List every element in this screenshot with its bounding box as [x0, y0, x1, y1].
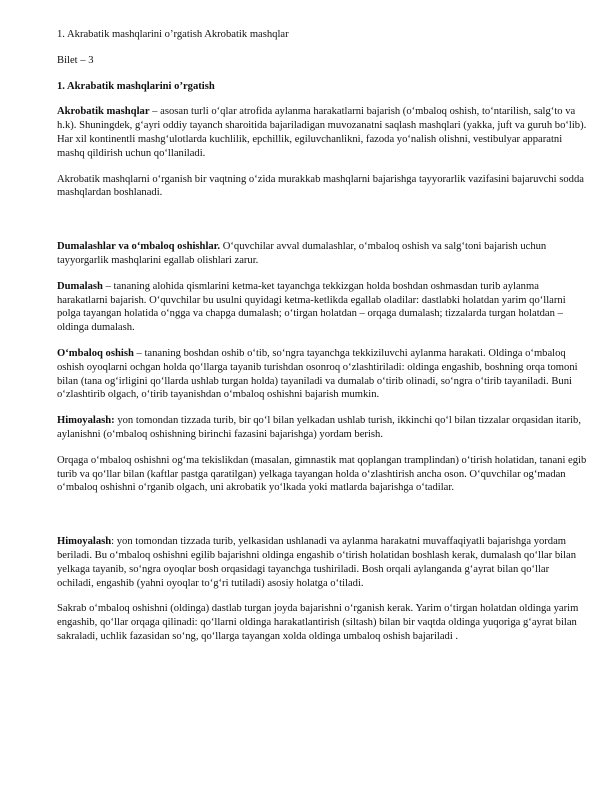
term-dumalashlar: Dumalashlar va o‘mbaloq oshishlar.	[57, 241, 221, 253]
section-heading: 1. Akrabatik mashqlarini o’rgatish	[57, 80, 215, 92]
document-body	[57, 28, 587, 656]
term-dumalash: Dumalash	[57, 280, 103, 292]
paragraph-orqaga-ombaloq: Orqaga o‘mbaloq oshishni og‘ma tekislikdan (masalan, gimnastik mat qoplangan tramplindan) o‘tirish holatidan, tanani egib turib va qo‘llar bilan (kaftlar pastga qaratilgan) yelkaga tayangan holda o‘zlashtirish ancha oson. O‘quvchilar og‘madan o‘mbaloq oshishni o‘rganib olgach, uni akrobatik yo‘lkada yoki matlarda bajarishga o‘tadilar.	[57, 454, 587, 494]
document-header-line: 1. Akrabatik mashqlarini o’rgatish Akrobatik mashqlar	[57, 29, 289, 40]
paragraph-text: O‘quvchilar avval dumalashlar, o‘mbaloq oshish va salg‘toni bajarish uchun tayyorgarlik mashqlarini egallab olishlari zarur.	[57, 241, 547, 266]
paragraph-text: – tananing alohida qismlarini ketma-ket tayanchga tekkizgan holda boshdan oshmasdan turib aylanma harakatlarni bajarish. O‘quvchilar bu usulni quyidagi ketma-ketlikda egallab oladilar: dastlabki holatdan yarim qo‘llarni polga tayangan holatida o‘ngga va chapga dumalash; o‘tirgan holatdan – orqaga dumalash; tizzalarda turgan holatdan – oldinga dumalash.	[57, 280, 566, 334]
ticket-number: Bilet – 3	[57, 54, 94, 66]
term-akrobatik-mashqlar: Akrobatik mashqlar	[57, 106, 150, 118]
paragraph-akrobatik-mashqlar	[57, 105, 587, 160]
paragraph-sakrab-ombaloq: Sakrab o‘mbaloq oshishni (oldinga) dastlab turgan joyda bajarishni o‘rganish kerak. Yarim o‘tirgan holatdan oldinga yarim engashib, qo‘llar orqaga qilinadi: qo‘llarni oldinga harakatlantirish (siltash) bilan bir vaqtda oldinga yuqoriga g‘ayrat bilan sakraladi, uchlik fazasidan so‘ng, qo‘llarga tayangan xolda oldinga umbaloq oshish bajariladi .	[57, 603, 579, 642]
paragraph-text: yon tomondan tizzada turib, bir qo‘l bilan yelkadan ushlab turish, ikkinchi qo‘l bilan tizzalar orqasidan itarib, aylanishni (o‘mbaloq oshishning birinchi fazasini bajarishga) yordam berish.	[57, 415, 581, 440]
paragraph-ombaloq-oshish	[57, 347, 587, 402]
paragraph-text: : yon tomondan tizzada turib, yelkasidan ushlanadi va aylanma harakatni muvaffaqiyatli bajarishga yordam beriladi. Bu o‘mbaloq oshishni egilib bajarishni oldinga engashib o‘tirish holatidan boshlash kerak, dumalash qo‘llar bilan yelkaga tayanib, so‘ngra oyoqlar bosh orqasidagi tayanchga tushiriladi. Bosh orqali aylanganda g‘ayrat bilan qo‘llar ochiladi, engashib (yahni oyoqlar to‘g‘ri tutiladi) asosiy holatga o‘tiladi.	[57, 536, 576, 589]
paragraph-himoyalash-1	[57, 414, 587, 442]
paragraph-intro: Akrobatik mashqlarni o‘rganish bir vaqtning o‘zida murakkab mashqlarni bajarishga tayyorarlik vazifasini bajaruvchi sodda mashqlardan boshlanadi.	[57, 173, 584, 199]
paragraph-dumalash	[57, 280, 587, 335]
term-ombaloq-oshish: O‘mbaloq oshish	[57, 347, 134, 359]
spacer	[57, 212, 587, 240]
paragraph-dumalashlar	[57, 240, 587, 268]
paragraph-himoyalash-2	[57, 535, 587, 590]
paragraph-text: – asosan turli o‘qlar atrofida aylanma harakatlarni bajarish (o‘mbaloq oshish, to‘ntarilish, salg‘to va h.k). Shuningdek, g‘ayri oddiy tayanch sharoitida bajariladigan muvozanatni saqlash mashqlari (yakka, juft va guruh bo‘lib). Har xil kontinentli mashg‘ulotlarda kuchlilik, epchillik, egiluvchanlikni, fazoda yo‘nalish olishni, vestibulyar apparatni mashq qildirish uchun qo‘llaniladi.	[57, 106, 587, 159]
spacer	[57, 507, 587, 535]
term-himoyalash: Himoyalash	[57, 536, 112, 548]
term-himoyalash: Himoyalash:	[57, 415, 115, 427]
paragraph-text: – tananing boshdan oshib o‘tib, so‘ngra tayanchga tekkiziluvchi aylanma harakati. Oldinga o‘mbaloq oshish oyoqlarni ochgan holda qo‘llarga tayanib turishdan osonroq o‘zlashtiriladi: oldinga engashib, boshning orqa tomoni bilan (tana og‘irligini qo‘llarda ushlab turgan holda) tayaniladi va dumalab o‘tirib olinadi, so‘ngra o‘tirib tayaniladi. Buni o‘zlashtirib olgach, o‘tirib tayanishdan o‘mbaloq oshishni bajarish mumkin.	[57, 347, 578, 401]
